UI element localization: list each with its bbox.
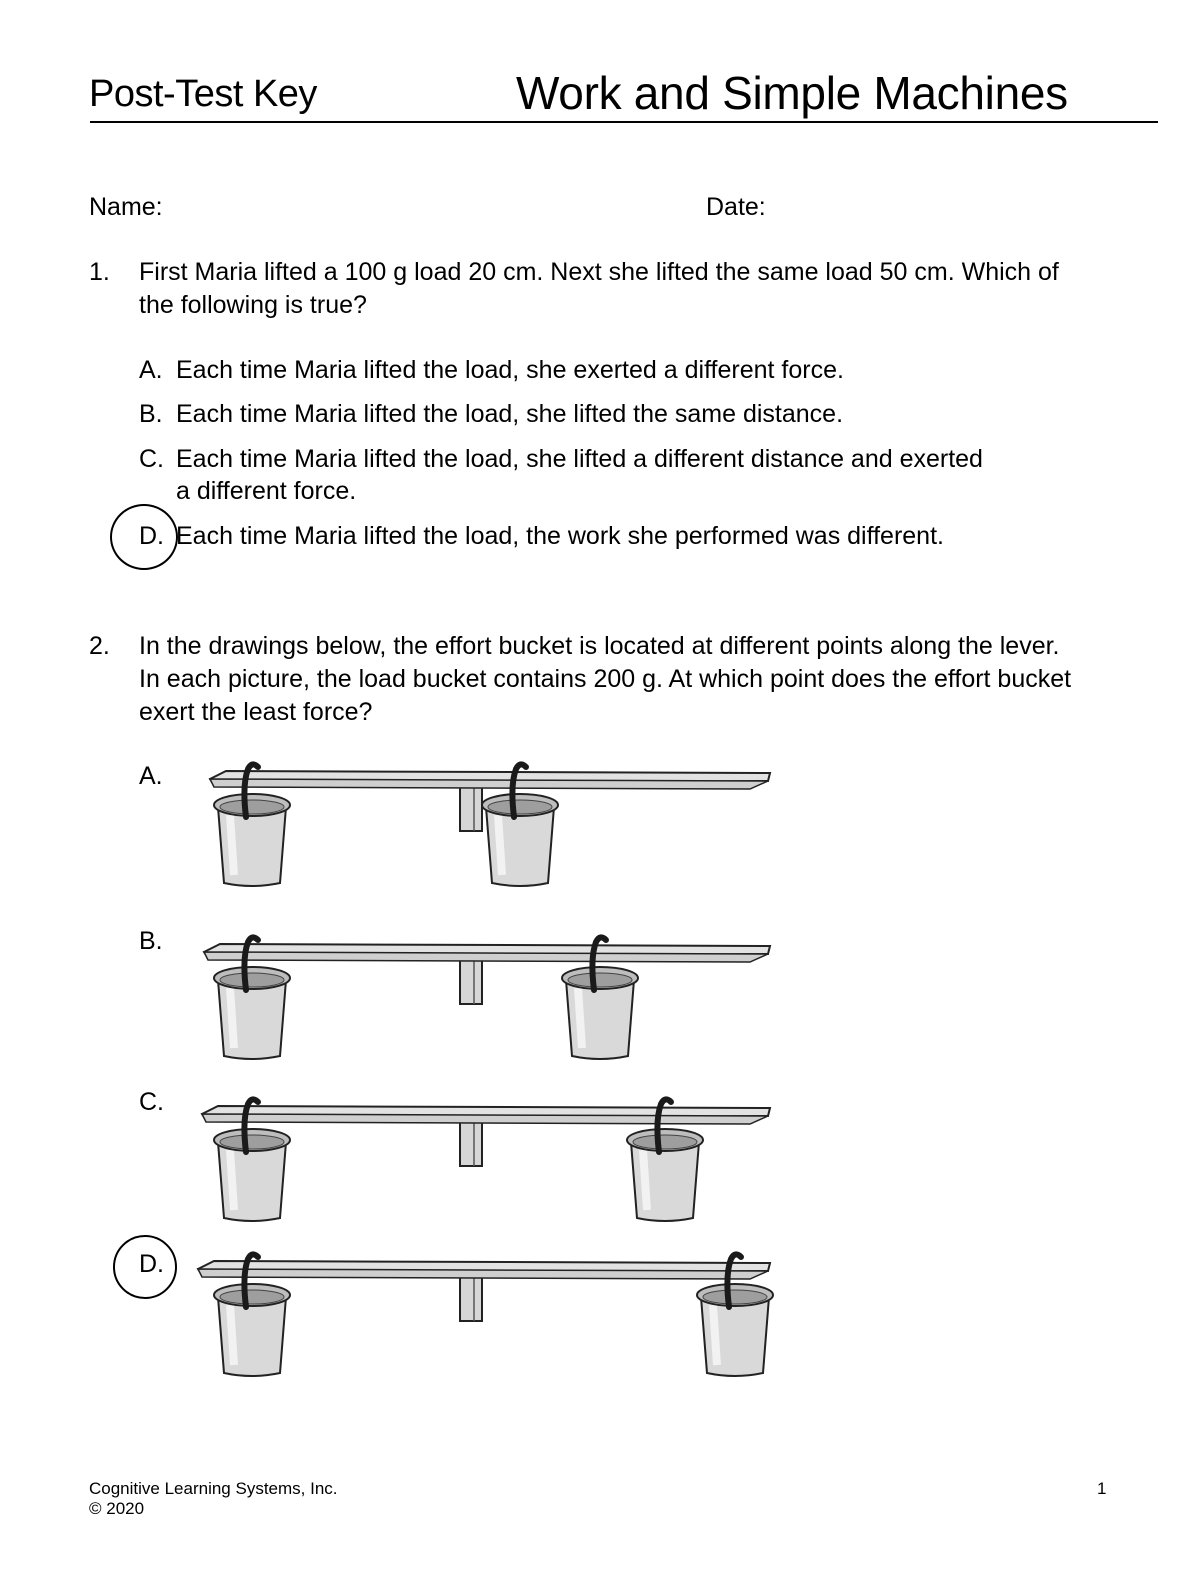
q1-option-c[interactable] [139, 443, 1129, 507]
date-field-label: Date: [706, 193, 766, 221]
question-1-number: 1. [89, 258, 110, 286]
lever-illustration-b [190, 928, 790, 1068]
q1-option-b[interactable] [139, 398, 843, 430]
q2-option-d-label[interactable]: D. [139, 1250, 164, 1278]
option-text-continuation: a different force. [176, 477, 357, 505]
fulcrum [460, 958, 482, 1004]
question-2-number: 2. [89, 632, 110, 660]
q1-option-d[interactable] [139, 520, 944, 552]
option-letter: C. [139, 445, 164, 473]
question-2-text: In the drawings below, the effort bucket is located at different points along the lever. In each picture, the load bucket contains 200 g. At which point does the effort bucket exert the least force? [139, 632, 1072, 726]
document-label: Post-Test Key [89, 73, 317, 115]
answer-circle-q1 [110, 504, 178, 570]
option-letter: B. [139, 400, 163, 428]
footer-company: Cognitive Learning Systems, Inc. [89, 1479, 338, 1498]
option-text: Each time Maria lifted the load, the work she performed was different. [176, 522, 944, 550]
page-number: 1 [1097, 1479, 1107, 1498]
q2-option-c-label[interactable]: C. [139, 1088, 164, 1116]
question-1-text: First Maria lifted a 100 g load 20 cm. Next she lifted the same load 50 cm. Which of the following is true? [139, 258, 1059, 319]
option-letter: A. [139, 356, 163, 384]
lever-board-edge [198, 1269, 768, 1279]
fulcrum [460, 1120, 482, 1166]
lever-board-edge [210, 779, 768, 789]
document-title: Work and Simple Machines [516, 67, 1068, 119]
option-text: Each time Maria lifted the load, she lifted a different distance and exerted [176, 445, 983, 473]
fulcrum [460, 785, 482, 831]
lever-board-edge [204, 952, 768, 962]
fulcrum [460, 1275, 482, 1321]
lever-illustration-c [190, 1090, 790, 1230]
option-text: Each time Maria lifted the load, she lifted the same distance. [176, 400, 844, 428]
q1-option-a[interactable] [139, 354, 844, 386]
header-rule [90, 121, 1158, 123]
q2-option-b-label[interactable]: B. [139, 927, 163, 955]
footer-copyright: © 2020 [89, 1499, 145, 1518]
q2-option-a-label[interactable]: A. [139, 762, 163, 790]
lever-illustration-d [190, 1245, 790, 1385]
lever-illustration-a [190, 755, 790, 895]
option-letter: D. [139, 522, 164, 550]
option-text: Each time Maria lifted the load, she exerted a different force. [176, 356, 844, 384]
name-field-label: Name: [89, 193, 163, 221]
answer-circle-q2 [113, 1235, 177, 1299]
lever-board-edge [202, 1114, 768, 1124]
